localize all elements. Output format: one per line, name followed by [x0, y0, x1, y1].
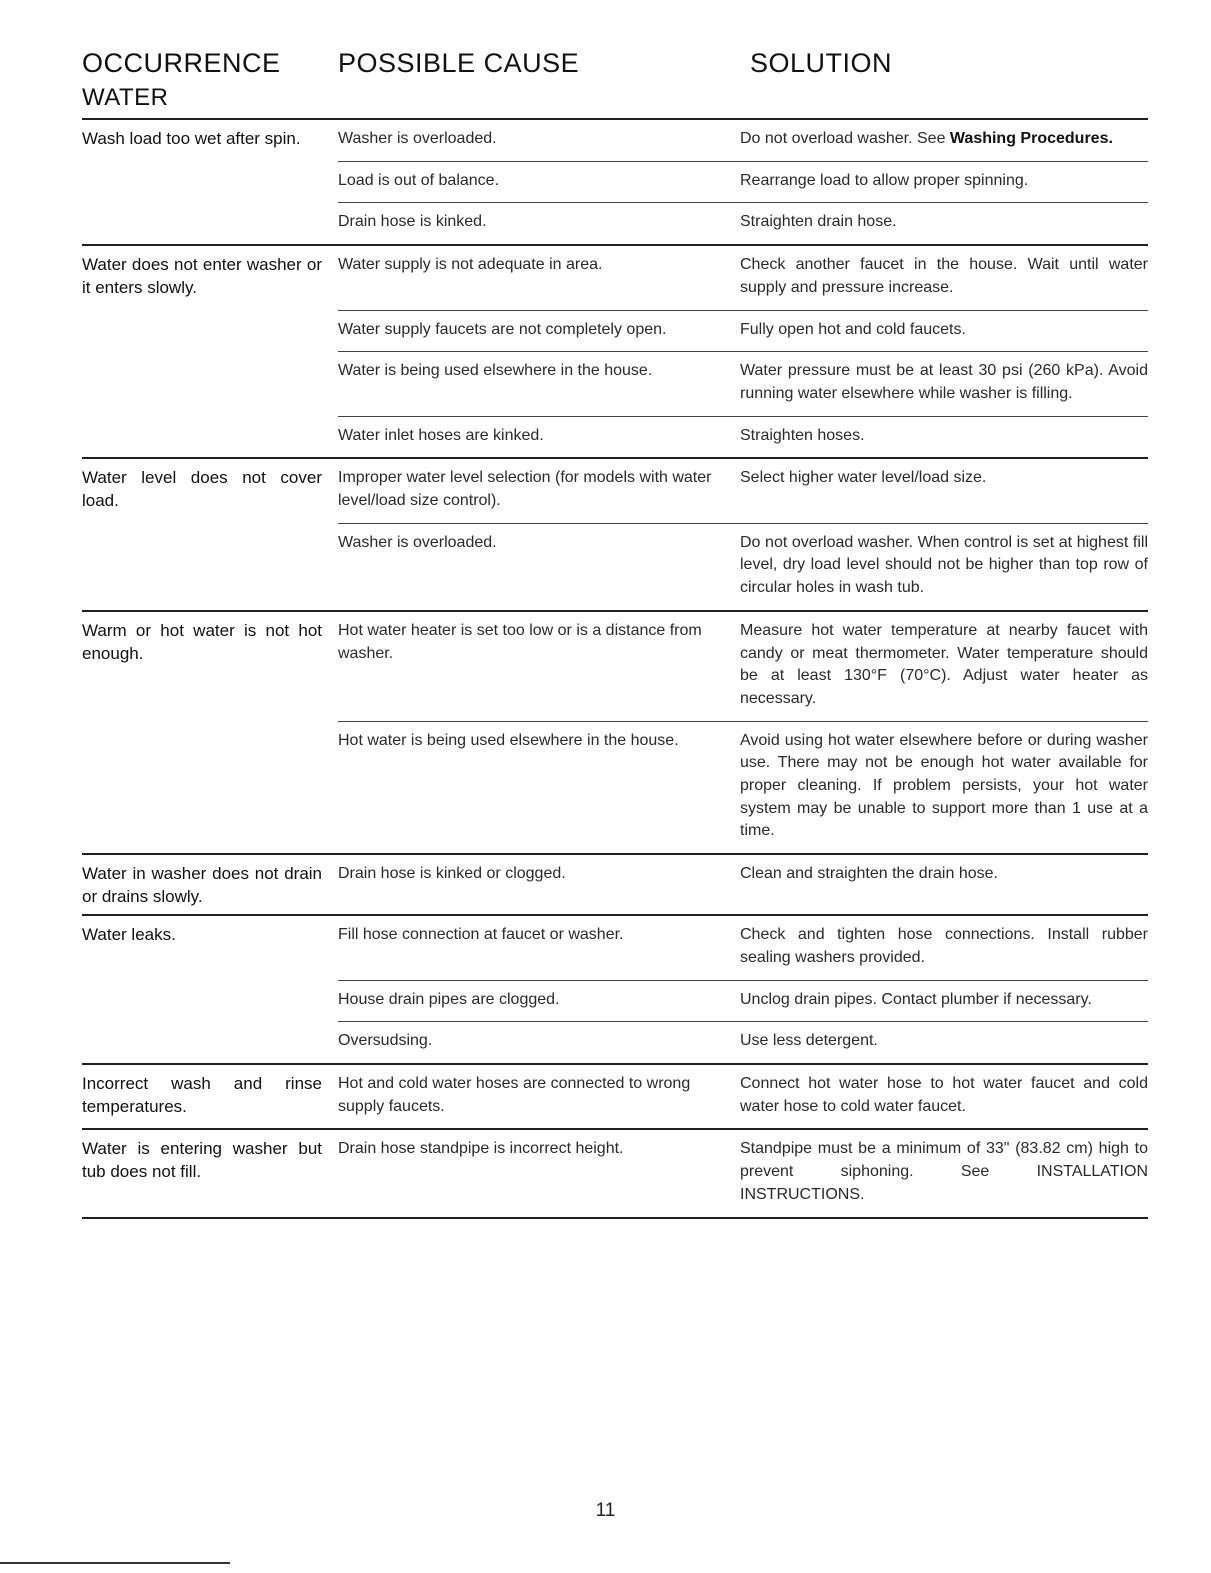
table-header	[82, 48, 1148, 118]
table-row	[338, 612, 1148, 721]
solution-text: Connect hot water hose to hot water faucet and cold water hose to cold water faucet.	[740, 1074, 1148, 1115]
troubleshooting-table	[82, 118, 1148, 1217]
possible-cause-cell: Water supply faucets are not completely open.	[338, 320, 667, 338]
solution-heading: SOLUTION	[750, 48, 893, 78]
possible-cause-cell: Drain hose is kinked or clogged.	[338, 865, 566, 883]
footer-rule	[0, 1562, 230, 1568]
table-row	[338, 855, 1148, 896]
solution-text: Avoid using hot water elsewhere before or during washer use. There may not be enough hot water available for proper cleaning. If problem persists, your hot water system may be unable to support more than 1 use at a time.	[740, 731, 1148, 840]
cause-solution-list	[338, 612, 1148, 853]
possible-cause-heading: POSSIBLE CAUSE	[338, 48, 580, 78]
cause-solution-list	[338, 916, 1148, 1063]
occurrence-group	[82, 610, 1148, 853]
table-row	[338, 161, 1148, 203]
solution-text: Fully open hot and cold faucets.	[740, 320, 966, 338]
solution-text: Use less detergent.	[740, 1032, 878, 1050]
solution-cell	[740, 459, 1148, 522]
solution-cell	[740, 120, 1148, 161]
table-row	[338, 202, 1148, 244]
cause-solution-list	[338, 1065, 1148, 1128]
solution-cell	[740, 417, 1148, 458]
possible-cause-cell: Washer is overloaded.	[338, 130, 497, 147]
possible-cause-cell: Load is out of balance.	[338, 171, 500, 189]
possible-cause-cell: Drain hose standpipe is incorrect height.	[338, 1140, 624, 1158]
solution-cell	[740, 162, 1148, 203]
table-row	[338, 1130, 1148, 1216]
table-row	[338, 351, 1148, 415]
solution-text: Straighten drain hose.	[740, 213, 897, 231]
solution-cell	[740, 1022, 1148, 1063]
table-row	[338, 246, 1148, 309]
table-row	[338, 1065, 1148, 1128]
occurrence-heading: OCCURRENCE	[82, 48, 281, 78]
solution-text: Check another faucet in the house. Wait until water supply and pressure increase.	[740, 256, 1148, 296]
possible-cause-cell: House drain pipes are clogged.	[338, 990, 560, 1008]
table-row	[338, 721, 1148, 854]
table-row	[338, 523, 1148, 610]
possible-cause-cell: Water supply is not adequate in area.	[338, 256, 603, 274]
occurrence-text: Water does not enter washer or it enters slowly.	[82, 255, 322, 298]
table-row	[338, 1021, 1148, 1063]
solution-cell	[740, 722, 1148, 854]
solution-cell	[740, 916, 1148, 979]
solution-text: Do not overload washer. See	[740, 130, 950, 147]
cause-solution-list	[338, 855, 1148, 914]
solution-text: Unclog drain pipes. Contact plumber if necessary.	[740, 990, 1092, 1008]
troubleshooting-page	[82, 48, 1148, 1219]
occurrence-group	[82, 457, 1148, 610]
occurrence-text: Incorrect wash and rinse temperatures.	[82, 1073, 322, 1116]
possible-cause-cell: Washer is overloaded.	[338, 533, 497, 551]
table-bottom-rule	[82, 1217, 1148, 1219]
occurrence-text: Water leaks.	[82, 925, 176, 945]
occurrence-text: Water in washer does not drain or drains slowly.	[82, 864, 322, 907]
cause-solution-list	[338, 246, 1148, 457]
solution-text: Straighten hoses.	[740, 426, 865, 444]
solution-cell	[740, 1065, 1148, 1128]
possible-cause-cell: Hot water heater is set too low or is a distance from washer.	[338, 621, 702, 662]
solution-cell	[740, 1130, 1148, 1216]
occurrence-group	[82, 118, 1148, 244]
solution-text: Water pressure must be at least 30 psi (260 kPa). Avoid running water elsewhere while washer is filling.	[740, 362, 1148, 402]
page-number: 11	[595, 1500, 616, 1521]
cause-solution-list	[338, 459, 1148, 610]
section-heading-water: WATER	[82, 84, 169, 111]
solution-cell	[740, 612, 1148, 721]
solution-cell	[740, 203, 1148, 244]
possible-cause-cell: Improper water level selection (for models with water level/load size control).	[338, 469, 712, 510]
solution-reference: Washing Procedures.	[949, 130, 1113, 147]
solution-cell	[740, 524, 1148, 610]
solution-cell	[740, 352, 1148, 415]
solution-cell	[740, 311, 1148, 352]
solution-cell	[740, 981, 1148, 1022]
solution-text: Check and tighten hose connections. Install rubber sealing washers provided.	[740, 926, 1148, 966]
occurrence-group	[82, 853, 1148, 914]
table-row	[338, 459, 1148, 522]
solution-text: Do not overload washer. When control is set at highest fill level, dry load level should not be higher than top row of circular holes in wash tub.	[740, 533, 1148, 597]
solution-text: Rearrange load to allow proper spinning.	[740, 171, 1029, 189]
possible-cause-cell: Water is being used elsewhere in the house.	[338, 362, 653, 380]
occurrence-group	[82, 1063, 1148, 1128]
solution-cell	[740, 246, 1148, 309]
occurrence-group	[82, 244, 1148, 457]
occurrence-text: Water is entering washer but tub does not fill.	[82, 1139, 322, 1182]
possible-cause-cell: Hot water is being used elsewhere in the house.	[338, 731, 679, 749]
table-row	[338, 980, 1148, 1022]
solution-text: Select higher water level/load size.	[740, 469, 987, 487]
possible-cause-cell: Fill hose connection at faucet or washer.	[338, 926, 624, 944]
occurrence-text: Wash load too wet after spin.	[82, 129, 301, 148]
solution-text: Measure hot water temperature at nearby faucet with candy or meat thermometer. Water temperature should be at least 130°F (70°C). Adjust water heater as necessary.	[740, 621, 1148, 707]
occurrence-group	[82, 914, 1148, 1063]
table-row	[338, 916, 1148, 979]
possible-cause-cell: Hot and cold water hoses are connected to wrong supply faucets.	[338, 1074, 691, 1115]
cause-solution-list	[338, 120, 1148, 244]
solution-cell	[740, 855, 1148, 896]
possible-cause-cell: Oversudsing.	[338, 1032, 433, 1050]
occurrence-text: Warm or hot water is not hot enough.	[82, 620, 322, 663]
possible-cause-cell: Water inlet hoses are kinked.	[338, 426, 544, 444]
table-row	[338, 416, 1148, 458]
table-row	[338, 120, 1148, 161]
solution-text: Standpipe must be a minimum of 33" (83.82 cm) high to prevent siphoning. See INSTALLATION INSTRUCTIONS.	[740, 1140, 1148, 1203]
table-row	[338, 310, 1148, 352]
possible-cause-cell: Drain hose is kinked.	[338, 213, 487, 231]
solution-text: Clean and straighten the drain hose.	[740, 865, 998, 883]
occurrence-group	[82, 1128, 1148, 1216]
occurrence-text: Water level does not cover load.	[82, 468, 322, 511]
cause-solution-list	[338, 1130, 1148, 1216]
